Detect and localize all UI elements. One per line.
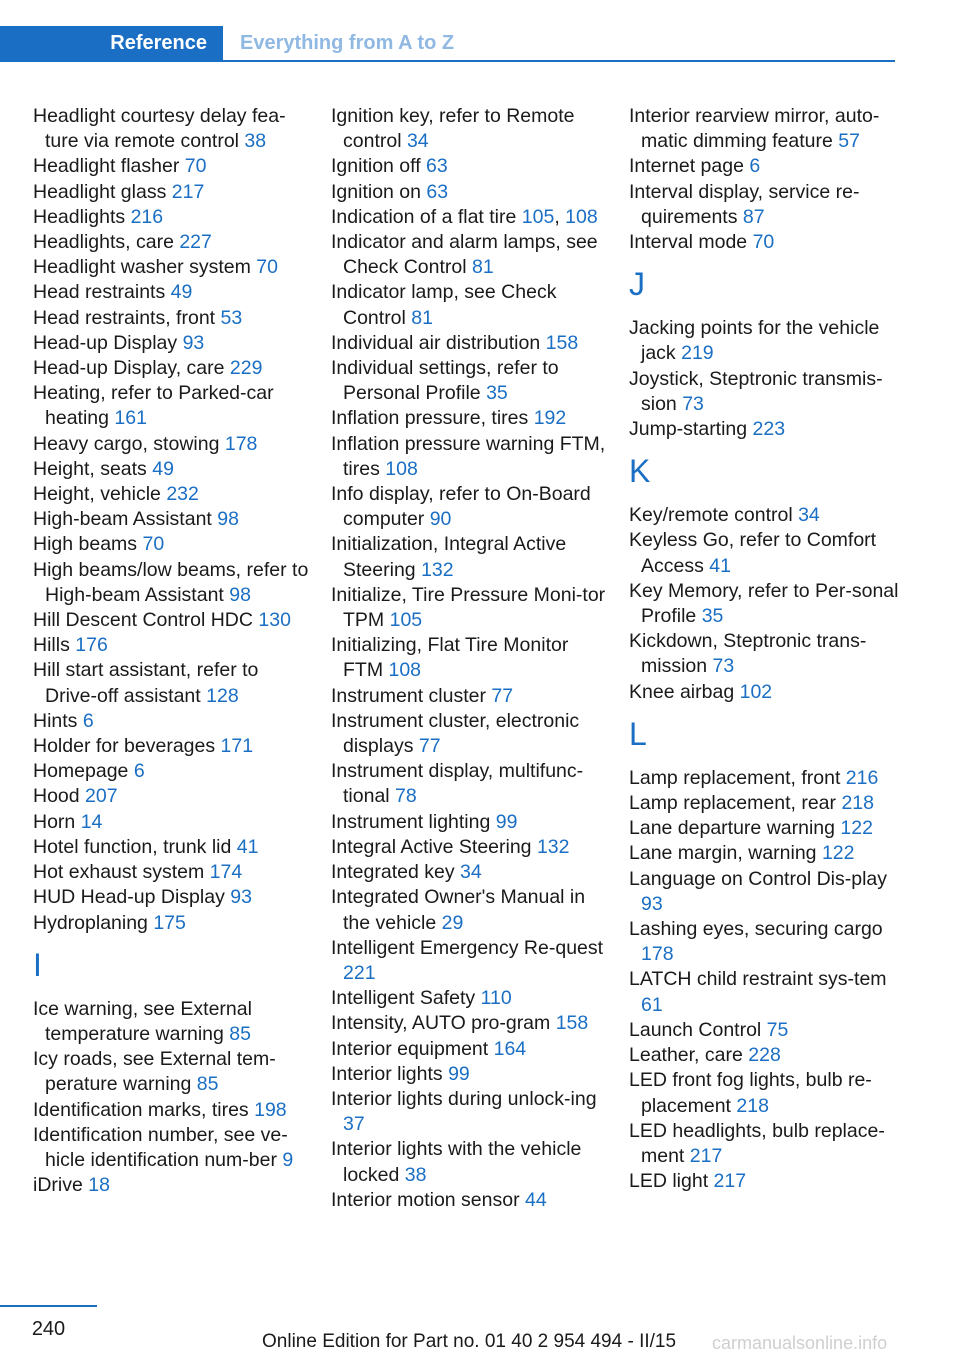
index-term: Lamp replacement, rear	[629, 792, 842, 815]
index-entry	[629, 1018, 899, 1043]
index-term: Head restraints, front	[33, 306, 221, 329]
index-entry	[33, 331, 311, 356]
page-link[interactable]: 192	[533, 407, 567, 430]
index-entry	[331, 1037, 609, 1062]
page-link[interactable]: 158	[545, 331, 579, 354]
page-link[interactable]: 34	[406, 130, 429, 153]
index-term: Heavy cargo, stowing	[33, 432, 225, 455]
index-term: Headlights	[33, 205, 131, 228]
index-term: High beams/low beams, refer to High-beam Assistant	[33, 558, 309, 606]
index-term: Jump-starting	[629, 418, 753, 441]
index-entry	[331, 230, 609, 280]
index-entry	[33, 734, 311, 759]
page-link[interactable]: 108	[385, 457, 418, 480]
page-link[interactable]: 70	[752, 231, 775, 254]
index-entry	[331, 104, 609, 154]
index-term: Intelligent Safety	[331, 987, 481, 1010]
page-link[interactable]: 218	[841, 792, 874, 815]
index-term: LED light	[629, 1170, 714, 1193]
index-entry	[331, 331, 609, 356]
index-entry	[33, 1173, 311, 1198]
page-link[interactable]: 9	[282, 1148, 294, 1171]
page-link[interactable]: 132	[421, 558, 454, 581]
section-title[interactable]: Everything from A to Z	[240, 32, 455, 54]
index-letter-heading: K	[629, 453, 651, 490]
index-term: Interval display, service re-quirements	[629, 180, 860, 228]
index-column-3	[629, 104, 899, 1194]
index-term: Homepage	[33, 760, 134, 783]
page-link[interactable]: 70	[142, 533, 165, 556]
index-entry	[33, 810, 311, 835]
index-term: Hints	[33, 709, 83, 732]
index-entry	[629, 579, 899, 629]
index-entry	[33, 432, 311, 457]
index-term: Info display, refer to On-Board computer	[331, 483, 591, 531]
index-term: Ignition off	[331, 155, 427, 178]
page-link[interactable]: 158	[555, 1012, 589, 1035]
page-link[interactable]: 178	[224, 432, 258, 455]
page-link[interactable]: 217	[689, 1144, 723, 1167]
page-link[interactable]: 219	[681, 342, 714, 365]
index-term: Keyless Go, refer to Comfort Access	[629, 529, 877, 577]
page-link[interactable]: 207	[85, 785, 118, 808]
page-link[interactable]: 81	[471, 256, 494, 279]
page-link[interactable]: 34	[798, 504, 820, 527]
index-term: Integral Active Steering	[331, 835, 537, 858]
index-entry	[629, 680, 899, 705]
page-link[interactable]: 73	[712, 655, 735, 678]
page-link[interactable]: 223	[752, 418, 786, 441]
page-link[interactable]: 98	[229, 583, 251, 606]
index-term: Indication of a flat tire	[331, 205, 522, 228]
index-term: Jacking points for the vehicle jack	[629, 317, 880, 365]
page-link[interactable]: 99	[495, 810, 518, 833]
index-term: Headlight flasher	[33, 155, 185, 178]
index-entry	[331, 860, 609, 885]
index-term: LATCH child restraint sys-tem	[629, 968, 887, 991]
index-letter-heading: I	[33, 946, 42, 983]
index-entry	[33, 482, 311, 507]
index-term: Instrument cluster	[331, 684, 492, 707]
index-entry	[331, 482, 609, 532]
page-link[interactable]: 37	[343, 1113, 365, 1136]
index-entry	[629, 154, 899, 179]
index-entry	[629, 417, 899, 442]
index-term: Horn	[33, 810, 81, 833]
index-entry	[331, 356, 609, 406]
index-term: Joystick, Steptronic transmis-sion	[629, 367, 883, 415]
page-link[interactable]: 49	[152, 457, 174, 480]
index-term: High-beam Assistant	[33, 508, 218, 531]
index-term: Hill Descent Control HDC	[33, 609, 259, 632]
index-entry	[629, 180, 899, 230]
index-term: Language on Control Dis-play	[629, 867, 887, 890]
index-term: Identification number, see ve-hicle identification num-ber	[33, 1123, 288, 1171]
page-link[interactable]: 93	[641, 892, 663, 915]
page-link[interactable]: 77	[491, 684, 514, 707]
index-term: Key/remote control	[629, 504, 799, 527]
index-term: Key Memory, refer to Per-sonal Profile	[629, 579, 899, 628]
page-link[interactable]: 98	[217, 508, 239, 531]
index-term: Hotel function, trunk lid	[33, 835, 237, 858]
index-entry	[33, 860, 311, 885]
index-term: Integrated key	[331, 861, 460, 884]
page-link[interactable]: 217	[171, 180, 205, 203]
index-entry	[33, 1098, 311, 1123]
index-entry	[33, 255, 311, 280]
page-link[interactable]: 6	[133, 760, 145, 783]
page-link[interactable]: 122	[821, 842, 855, 865]
page-link[interactable]: 108	[565, 205, 598, 228]
page-link[interactable]: 53	[220, 306, 243, 329]
index-entry	[331, 1062, 609, 1087]
page-link[interactable]: 171	[220, 735, 254, 758]
index-entry	[33, 759, 311, 784]
index-entry	[629, 367, 899, 417]
index-term: Internet page	[629, 155, 750, 178]
page-link[interactable]: 85	[196, 1073, 219, 1096]
index-entry	[629, 917, 899, 967]
index-entry	[331, 986, 609, 1011]
index-entry	[331, 810, 609, 835]
index-entry	[33, 1123, 311, 1173]
index-entry	[629, 230, 899, 255]
index-entry	[629, 1068, 899, 1118]
index-entry	[331, 633, 609, 683]
index-entry	[331, 936, 609, 986]
page-link[interactable]: 216	[130, 205, 164, 228]
index-term: Interior lights with the vehicle locked	[331, 1138, 582, 1186]
index-letter-heading: L	[629, 715, 647, 752]
index-term: Individual air distribution	[331, 331, 546, 354]
index-term: Individual settings, refer to Personal Profile	[331, 357, 559, 405]
page-link[interactable]: 75	[766, 1018, 789, 1041]
page-link[interactable]: 99	[448, 1062, 470, 1085]
page-link[interactable]: 221	[343, 961, 376, 984]
index-entry	[33, 104, 311, 154]
page-link[interactable]: 232	[166, 483, 199, 506]
header-rule	[0, 60, 895, 62]
page-link[interactable]: 38	[404, 1163, 427, 1186]
page-link[interactable]: 90	[429, 508, 452, 531]
page-header	[0, 26, 895, 62]
index-entry	[629, 1043, 899, 1068]
index-entry	[331, 406, 609, 431]
page-link[interactable]: 35	[701, 605, 724, 628]
index-entry	[33, 997, 311, 1047]
index-term: Hills	[33, 634, 76, 657]
index-term: Interval mode	[629, 231, 753, 254]
index-term: Initialize, Tire Pressure Moni-tor TPM	[331, 583, 606, 632]
index-term: Headlight washer system	[33, 256, 257, 279]
page-link[interactable]: 198	[254, 1098, 287, 1121]
index-entry	[33, 205, 311, 230]
index-term: Inflation pressure, tires	[331, 407, 534, 430]
page-link[interactable]: 122	[840, 817, 873, 840]
page-link[interactable]: 6	[749, 155, 761, 178]
page-link[interactable]: 130	[258, 609, 291, 632]
page-link[interactable]: 93	[182, 331, 205, 354]
index-term: Ice warning, see External temperature warning	[33, 997, 252, 1045]
index-entry	[331, 1011, 609, 1036]
index-entry	[33, 306, 311, 331]
index-term: Hot exhaust system	[33, 861, 210, 884]
index-entry	[33, 709, 311, 734]
index-term: Head-up Display	[33, 331, 183, 354]
index-term: HUD Head-up Display	[33, 886, 231, 909]
index-term: Initialization, Integral Active Steering	[331, 533, 567, 581]
index-term: Leather, care	[629, 1044, 749, 1067]
index-entry	[331, 205, 609, 230]
page-link[interactable]: 132	[536, 835, 570, 858]
index-term: Ignition key, refer to Remote control	[331, 105, 575, 153]
index-term: Instrument cluster, electronic displays	[331, 709, 580, 758]
index-entry	[33, 381, 311, 431]
index-entry	[33, 532, 311, 557]
index-term: Knee airbag	[629, 680, 740, 703]
page-link[interactable]: 78	[395, 785, 417, 808]
index-entry	[33, 558, 311, 608]
index-term: Kickdown, Steptronic trans-mission	[629, 630, 867, 678]
index-term: Interior lights during unlock-ing	[331, 1087, 597, 1110]
page-link[interactable]: 108	[388, 659, 422, 682]
index-term: Headlights, care	[33, 231, 180, 254]
page-link[interactable]: 176	[75, 634, 108, 657]
page-link[interactable]: 228	[748, 1044, 781, 1067]
index-term: Hydroplaning	[33, 911, 154, 934]
index-entry	[331, 1087, 609, 1137]
index-term: Indicator lamp, see Check Control	[331, 281, 557, 329]
index-term: Indicator and alarm lamps, see Check Control	[331, 231, 598, 279]
index-term: Intensity, AUTO pro-gram	[331, 1012, 556, 1035]
index-entry	[331, 532, 609, 582]
index-entry	[33, 608, 311, 633]
index-entry	[33, 1047, 311, 1097]
page-link[interactable]: 63	[426, 155, 448, 178]
index-entry	[629, 791, 899, 816]
index-entry	[331, 1188, 609, 1213]
page-link[interactable]: 164	[493, 1037, 527, 1060]
index-term: Heating, refer to Parked-car heating	[33, 382, 274, 430]
separator: ,	[554, 205, 566, 228]
index-entry	[33, 507, 311, 532]
index-entry	[331, 1137, 609, 1187]
index-entry	[331, 154, 609, 179]
page-link[interactable]: 70	[184, 155, 207, 178]
index-entry	[331, 180, 609, 205]
index-entry	[331, 280, 609, 330]
index-term: Identification marks, tires	[33, 1098, 255, 1121]
page-link[interactable]: 87	[742, 205, 765, 228]
page-link[interactable]: 70	[256, 256, 278, 279]
page-link[interactable]: 227	[179, 231, 212, 254]
page-link[interactable]: 161	[114, 407, 147, 430]
page-link[interactable]: 105	[389, 609, 423, 632]
index-entry	[331, 835, 609, 860]
index-entry	[629, 867, 899, 917]
index-entry	[629, 104, 899, 154]
page-link[interactable]: 218	[736, 1094, 769, 1117]
page-link[interactable]: 128	[206, 684, 239, 707]
index-entry	[629, 629, 899, 679]
index-entry	[629, 503, 899, 528]
index-entry	[629, 816, 899, 841]
page-link[interactable]: 61	[641, 993, 663, 1016]
section-tab[interactable]: Reference	[0, 26, 223, 60]
index-entry	[33, 154, 311, 179]
index-term: Integrated Owner's Manual in the vehicle	[331, 886, 586, 934]
index-term: Launch Control	[629, 1018, 767, 1041]
page-link[interactable]: 41	[709, 554, 731, 577]
index-entry	[331, 709, 609, 759]
page-link[interactable]: 229	[229, 357, 263, 380]
index-entry	[33, 180, 311, 205]
index-term: iDrive	[33, 1174, 89, 1197]
index-term: Hood	[33, 785, 86, 808]
footer-rule	[0, 1305, 97, 1307]
index-term: Lane margin, warning	[629, 842, 822, 865]
index-term: LED front fog lights, bulb re-placement	[629, 1069, 872, 1117]
index-entry	[33, 633, 311, 658]
index-entry	[629, 967, 899, 1017]
page-link[interactable]: 85	[229, 1022, 251, 1045]
index-column-2	[331, 104, 609, 1213]
index-entry	[629, 841, 899, 866]
index-term: LED headlights, bulb replace-ment	[629, 1119, 885, 1167]
index-term: Initializing, Flat Tire Monitor FTM	[331, 634, 569, 682]
index-entry	[33, 230, 311, 255]
watermark: carmanualsonline.info	[712, 1333, 888, 1353]
page-link[interactable]: 110	[480, 987, 512, 1010]
page-link[interactable]: 93	[230, 886, 252, 909]
edition-note: Online Edition for Part no. 01 40 2 954 494 - II/15	[262, 1331, 677, 1352]
index-term: Height, seats	[33, 457, 153, 480]
index-term: Instrument display, multifunc-tional	[331, 760, 584, 808]
index-entry	[331, 583, 609, 633]
page-link[interactable]: 105	[521, 205, 555, 228]
index-entry	[629, 766, 899, 791]
page-link[interactable]: 216	[845, 766, 879, 789]
page-link[interactable]: 49	[170, 281, 193, 304]
index-term: Holder for beverages	[33, 735, 221, 758]
index-entry	[629, 316, 899, 366]
index-term: Headlight glass	[33, 180, 172, 203]
page-link[interactable]: 175	[153, 911, 186, 934]
index-entry	[33, 911, 311, 936]
index-entry	[33, 457, 311, 482]
index-term: Headlight courtesy delay fea-ture via remote control	[33, 105, 286, 153]
index-term: Icy roads, see External tem-perature warning	[33, 1048, 276, 1096]
index-entry	[331, 885, 609, 935]
page-link[interactable]: 41	[236, 835, 259, 858]
index-entry	[629, 1119, 899, 1169]
index-term: Head-up Display, care	[33, 357, 230, 380]
index-entry	[33, 885, 311, 910]
index-term: Height, vehicle	[33, 483, 167, 506]
page-link[interactable]: 29	[441, 911, 464, 934]
page-link[interactable]: 38	[244, 130, 267, 153]
index-term: High beams	[33, 533, 143, 556]
index-letter-heading: J	[629, 266, 645, 303]
index-term: Ignition on	[331, 180, 427, 203]
index-entry	[629, 1169, 899, 1194]
page-link[interactable]: 178	[641, 943, 674, 966]
page-link[interactable]: 34	[460, 861, 482, 884]
index-term: Interior lights	[331, 1062, 449, 1085]
index-term: Instrument lighting	[331, 810, 496, 833]
page-link[interactable]: 6	[82, 709, 94, 732]
index-entry	[331, 684, 609, 709]
page-link[interactable]: 63	[426, 180, 449, 203]
index-entry	[33, 784, 311, 809]
index-entry	[33, 280, 311, 305]
page-link[interactable]: 174	[209, 861, 243, 884]
page-link[interactable]: 77	[418, 735, 441, 758]
index-term: Lamp replacement, front	[629, 766, 846, 789]
page-number: 240	[31, 1318, 66, 1340]
index-column-1	[33, 104, 311, 1198]
index-term: Lane departure warning	[629, 817, 841, 840]
index-term: Hill start assistant, refer to Drive-off assistant	[33, 659, 259, 707]
index-entry	[331, 759, 609, 809]
page-link[interactable]: 73	[682, 392, 704, 415]
index-term: Lashing eyes, securing cargo	[629, 918, 883, 941]
index-term: Interior rearview mirror, auto-matic dimming feature	[629, 105, 880, 153]
index-term: Interior motion sensor	[331, 1188, 526, 1211]
index-entry	[33, 658, 311, 708]
page-link[interactable]: 14	[80, 810, 103, 833]
index-term: Inflation pressure warning FTM, tires	[331, 432, 606, 480]
index-entry	[33, 835, 311, 860]
index-entry	[331, 432, 609, 482]
page-link[interactable]: 44	[525, 1188, 547, 1211]
page-link[interactable]: 81	[411, 306, 433, 329]
page-link[interactable]: 18	[88, 1174, 110, 1197]
page-link[interactable]: 217	[713, 1170, 747, 1193]
index-term: Intelligent Emergency Re-quest	[331, 936, 604, 959]
page-link[interactable]: 57	[838, 130, 860, 153]
index-term: Interior equipment	[331, 1037, 494, 1060]
index-term: Head restraints	[33, 281, 171, 304]
index-entry	[629, 528, 899, 578]
page-link[interactable]: 102	[739, 680, 773, 703]
page-link[interactable]: 35	[486, 382, 508, 405]
index-entry	[33, 356, 311, 381]
